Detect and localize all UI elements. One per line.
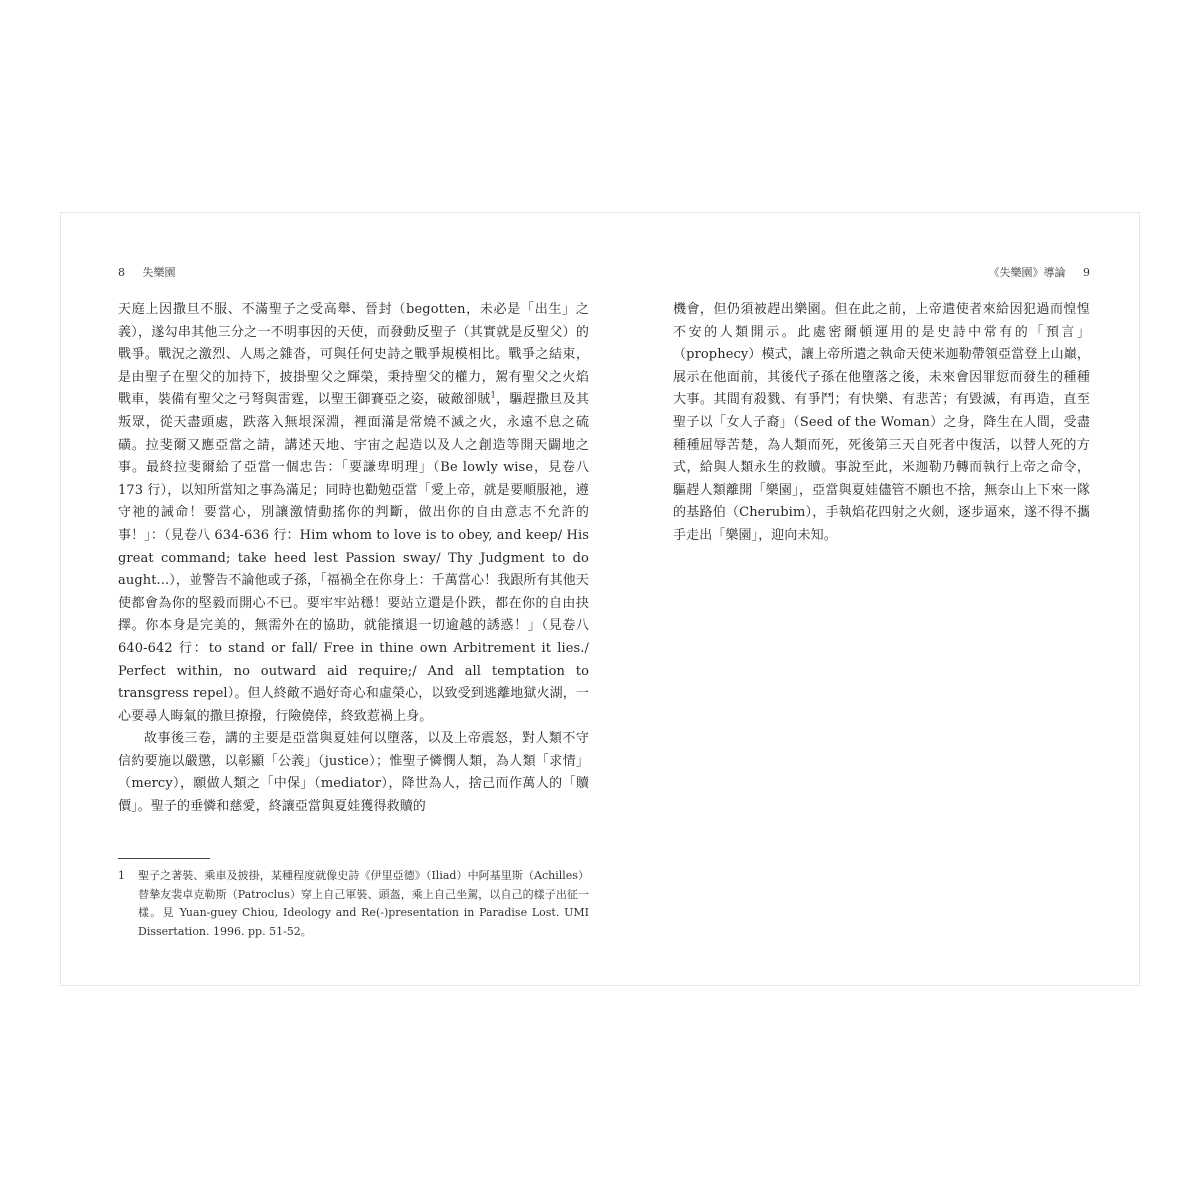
footnote-rule	[118, 858, 210, 859]
right-running-head	[673, 264, 1090, 280]
left-paragraph-1-part-b: ，驅趕撒旦及其叛眾，從天盡頭處，跌落入無垠深淵，裡面滿是常燒不滅之火，永遠不息之硫磺。拉斐爾又應亞當之請，講述天地、宇宙之起造以及人之創造等開天闢地之事。最終拉斐爾給了亞當一個忠告：「要謙卑明理」（Be lowly wise，見卷八 173 行），以知所當知之事為滿足；同時也勸勉亞當「愛上帝，就是要順服祂，遵守祂的誡命！要當心，別讓激情動搖你的判斷，做出你的自由意志不允許的事！」：（見卷八 634-636 行：Him whom to love is to obey, and keep/ His great command; take heed lest Passion sway/ Thy Judgment to do aught...），並警告不論他或子孫，「福禍全在你身上：千萬當心！我跟所有其他天使都會為你的堅毅而開心不已。要牢牢站穩！要站立還是仆跌，都在你的自由抉擇。你本身是完美的，無需外在的協助，就能擯退一切逾越的誘惑！」（見卷八 640-642 行：to stand or fall/ Free in thine own Arbitrement it lies./ Perfect within, no outward aid require;/ And all temptation to transgress repel）。但人終敵不過好奇心和虛榮心，以致受到逃離地獄火湖，一心要尋人晦氣的撒旦撩撥，行險僥倖，終致惹禍上身。	[118, 392, 589, 724]
book-spread	[60, 212, 1140, 986]
left-running-head	[118, 264, 589, 280]
right-running-title: 《失樂園》導論	[988, 266, 1066, 279]
right-paragraph-1: 機會，但仍須被趕出樂園。但在此之前，上帝遣使者來給因犯過而惶惶不安的人類開示。此處密爾頓運用的是史詩中常有的「預言」（prophecy）模式，讓上帝所遣之執命天使米迦勒帶領亞當登上山巔，展示在他面前，其後代子孫在他墮落之後，未來會因罪愆而發生的種種大事。其間有殺戮、有爭鬥；有快樂、有悲苦；有毀滅，有再造，直至聖子以「女人子裔」（Seed of the Woman）之身，降生在人間，受盡種種屈辱苦楚，為人類而死，死後第三天自死者中復活，以替人死的方式，給與人類永生的救贖。事說至此，米迦勒乃轉而執行上帝之命令，驅趕人類離開「樂園」，亞當與夏娃儘管不願也不捨，無奈山上下來一隊的基路伯（Cherubim），手執焰花四射之火劍，逐步逼來，遂不得不攜手走出「樂園」，迎向未知。	[673, 302, 1090, 543]
left-body-text	[118, 299, 589, 819]
footnote-number: 1	[118, 869, 125, 882]
right-body-text	[673, 299, 1090, 548]
left-page	[118, 213, 589, 985]
footnote	[118, 867, 589, 941]
left-page-number: 8	[118, 266, 125, 279]
left-paragraph-1	[118, 299, 589, 728]
left-running-title: 失樂園	[142, 266, 176, 279]
footnote-reference: 1	[490, 391, 496, 401]
left-paragraph-1-part-a: 天庭上因撒旦不服、不滿聖子之受高舉、晉封（begotten，未必是「出生」之義），遂勾串其他三分之一不明事因的天使，而發動反聖子（其實就是反聖父）的戰爭。戰況之激烈、人馬之雜沓，可與任何史詩之戰爭規模相比。戰爭之結束，是由聖子在聖父的加持下，披掛聖父之輝榮，秉持聖父的權力，駕有聖父之火焰戰車，裝備有聖父之弓弩與雷霆，以聖王御賽亞之姿，破敵卻賊	[118, 302, 589, 408]
footnote-text: 聖子之著裝、乘車及披掛，某種程度就像史詩《伊里亞德》（Iliad）中阿基里斯（Achilles）替摯友裴卓克勒斯（Patroclus）穿上自己軍裝、頭盔，乘上自己坐駕，以自己的樣子出征一樣。見 Yuan-guey Chiou, Ideology and Re(-)presentation in Paradise Lost. UMI Dissertation. 1996. pp. 51-52。	[138, 869, 589, 938]
left-paragraph-2: 故事後三卷，講的主要是亞當與夏娃何以墮落，以及上帝震怒，對人類不守信約要施以嚴懲，以彰顯「公義」（justice）；惟聖子憐憫人類，為人類「求情」（mercy），願做人類之「中保」（mediator），降世為人，捨己而作萬人的「贖價」。聖子的垂憐和慈愛，終讓亞當與夏娃獲得救贖的	[118, 731, 589, 815]
right-page-number: 9	[1083, 266, 1090, 279]
right-page	[673, 213, 1090, 985]
